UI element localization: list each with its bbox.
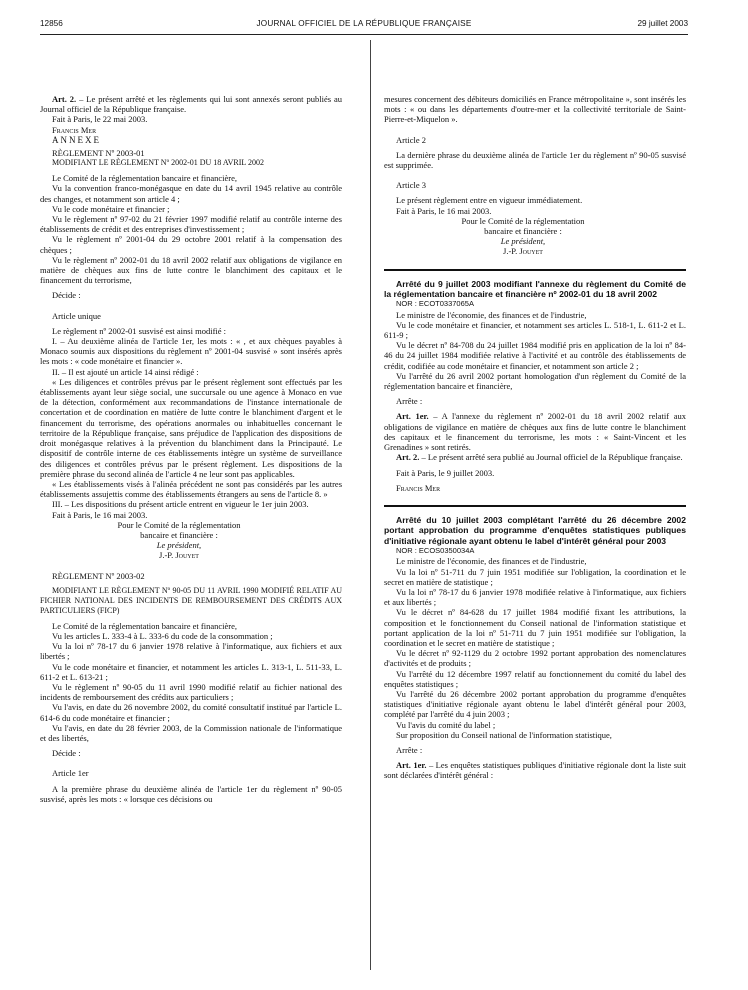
arrete1-art2 <box>384 452 686 462</box>
paragraph: Le ministre de l'économie, des finances et de l'industrie, <box>396 309 587 320</box>
signature-name: J.-P. Jouyet <box>159 550 199 561</box>
art2-paragraph <box>40 94 342 114</box>
paragraph: Vu l'avis, en date du 28 février 2003, de la Commission nationale de l'informatique et des libertés, <box>40 722 342 743</box>
paragraph: Vu le règlement nº 97-02 du 21 février 1997 modifié relatif au contrôle interne des établissements de crédit et des entreprises d'investissement ; <box>40 214 342 235</box>
left-column <box>40 94 342 804</box>
article-1-heading: Article 1er <box>52 768 89 779</box>
paragraph: Vu l'avis, en date du 26 novembre 2002, du comité consultatif institué par l'article L. 614-6 du code monétaire et financier ; <box>40 702 342 723</box>
paragraph: Vu la loi nº 78-17 du 6 janvier 1978 modifiée relative à l'informatique, aux fichiers et aux libertés ; <box>384 586 686 608</box>
spacer <box>40 301 342 311</box>
spacer <box>40 561 342 571</box>
reg1-body <box>40 326 342 510</box>
paragraph: Vu la loi nº 78-17 du 6 janvier 1978 relative à l'informatique, aux fichiers et aux libertés ; <box>40 641 342 662</box>
article-unique-heading: Article unique <box>52 310 101 321</box>
paragraph: Vu le décret nº 92-1129 du 2 octobre 1992 portant approbation des nomenclatures d'activités et de produits ; <box>384 648 686 669</box>
arrete1-considerants <box>384 310 686 392</box>
paragraph: Vu le code monétaire et financier ; <box>52 203 170 214</box>
column-separator <box>370 40 371 970</box>
arrete2-considerants <box>384 556 686 740</box>
signer: Francis Mer <box>52 124 97 135</box>
art-text: – Les enquêtes statistiques publiques d'initiative régionale dont la liste suit sont déclarées d'intérêt général : <box>384 760 686 781</box>
art-label: Art. 2. <box>396 452 420 463</box>
paragraph: A la première phrase du deuxième alinéa de l'article 1er du règlement nº 90-05 susvisé, après les mots : « lorsque ces décisions ou <box>40 783 342 804</box>
signature-line: Pour le Comité de la réglementation <box>461 215 585 226</box>
paragraph: « Les diligences et contrôles prévus par le présent règlement sont effectués par les établissements ayant leur siège social, une succursale ou une agence à Monaco en vue de la détection, conformément aux recommandations de l'instance internationale de concertation et de coordination en matière de lutte contre le blanchiment d'argent et le financement du terrorisme, des opérations anormales ou inhabituelles concernant le territoire de la République française, sans préjudice de l'application des dispositions de droit monégasque relatives à la prévention du blanchiment dans la Principauté. Le dispositif de contrôle interne de ces établissements intègre un système de surveillance des diligences et contrôles prévus par le présent règlement. Les dispositions de la première phrase du second alinéa de l'article 4 ne leur sont pas applicables. <box>40 376 342 479</box>
arrete2-title: Arrêté du 10 juillet 2003 complétant l'arrêté du 26 décembre 2002 portant approbation du programme d'enquêtes statistiques publiques d'initiative régionale ayant obtenu le label d'intérêt général pour 2003 <box>384 514 686 546</box>
paragraph: Vu le règlement nº 2002-01 du 18 avril 2002 relatif aux obligations de vigilance en matière de chèques aux fins de lutte contre le blanchiment des capitaux et le financement du terrorisme, <box>40 254 342 286</box>
paragraph: Vu le code monétaire et financier, et notamment ses articles L. 518-1, L. 611-2 et L. 611-9 ; <box>384 319 686 341</box>
signature-role: Le président, <box>156 540 202 551</box>
fait-line: Fait à Paris, le 9 juillet 2003. <box>396 467 495 478</box>
signature-block <box>384 216 686 257</box>
paragraph: Vu le décret nº 84-708 du 24 juillet 1984 modifié pris en application de la loi nº 84-46 du 24 juillet 1984 modifiée relative à l'activité et au contrôle des établissements de crédit, codifiée au code monétaire et financier, et notamment son article 2 ; <box>384 340 686 371</box>
article-2-heading: Article 2 <box>396 134 426 145</box>
paragraph: III. – Les dispositions du présent article entrent en vigueur le 1er juin 2003. <box>52 499 309 510</box>
paragraph: Le Comité de la réglementation bancaire et financière, <box>52 620 238 631</box>
arrete-heading: Arrête : <box>396 744 423 755</box>
art-text: – Le présent arrêté sera publié au Journal officiel de la République française. <box>419 452 683 463</box>
arrete2-nor: NOR : ECOS0350034A <box>396 546 475 556</box>
spacer <box>40 758 342 768</box>
paragraph: Vu les articles L. 333-4 à L. 333-6 du code de la consommation ; <box>52 630 273 641</box>
paragraph: « Les établissements visés à l'alinéa précédent ne sont pas considérés par les autres établissements assujettis comme des établissements étrangers au sens de l'article 8. » <box>40 478 342 500</box>
signature-line: bancaire et financière : <box>140 529 218 540</box>
arrete2-art1 <box>384 760 686 780</box>
paragraph: Vu l'arrêté du 12 décembre 1997 relatif au fonctionnement du comité du label des enquêtes statistiques ; <box>384 668 686 689</box>
right-column <box>384 94 686 781</box>
signature-line: bancaire et financière : <box>484 226 562 237</box>
annexe-heading: ANNEXE <box>52 134 101 145</box>
spacer <box>384 170 686 180</box>
header-rule <box>40 34 688 35</box>
reg1-considerants <box>40 173 342 285</box>
reg1-subtitle: MODIFIANT LE RÈGLEMENT Nº 2002-01 DU 18 AVRIL 2002 <box>52 158 264 168</box>
decide-heading: Décide : <box>52 748 81 759</box>
arrete1-nor: NOR : ECOT0337065A <box>396 299 474 309</box>
signature-role: Le président, <box>500 236 546 247</box>
paragraph: Le ministre de l'économie, des finances et de l'industrie, <box>396 556 587 567</box>
paragraph: Vu le règlement nº 2001-04 du 29 octobre 2001 relatif à la compensation des chèques ; <box>40 234 342 255</box>
article-3-heading: Article 3 <box>396 180 426 191</box>
fait-line: Fait à Paris, le 16 mai 2003. <box>396 205 492 216</box>
art2-text: – Le présent arrêté et les règlements qui lui sont annexés seront publiés au Journal officiel de la République française. <box>40 94 342 115</box>
reg2-subtitle: MODIFIANT LE RÈGLEMENT Nº 90-05 DU 11 AVRIL 1990 MODIFIÉ RELATIF AU FICHIER NATIONAL DES INCIDENTS DE REMBOURSEMENT DES CRÉDITS AUX PARTICULIERS (FICP) <box>40 585 342 615</box>
paragraph: Le Comité de la réglementation bancaire et financière, <box>52 173 238 184</box>
paragraph: Vu le code monétaire et financier, et notamment les articles L. 313-1, L. 511-33, L. 611-2 et L. 613-21 ; <box>40 661 342 682</box>
paragraph: I. – Au deuxième alinéa de l'article 1er, les mots : « , et aux chèques payables à Monaco soumis aux dispositions du règlement nº 2001-04 susvisé » sont insérés après les mots : « code monétaire et financier ». <box>40 336 342 367</box>
paragraph: Vu le décret nº 84-628 du 17 juillet 1984 modifié fixant les attributions, la composition et le fonctionnement du Conseil national de l'information statistique et portant application de la loi nº 51-711 du 7 juin 1951 modifiée sur l'obligation, la coordination et le secret en matière de statistique ; <box>384 607 686 648</box>
paragraph: La dernière phrase du deuxième alinéa de l'article 1er du règlement nº 90-05 susvisé est supprimée. <box>384 149 686 171</box>
arrete-heading: Arrête : <box>396 396 423 407</box>
section-rule <box>384 269 686 271</box>
paragraph: Sur proposition du Conseil national de l'information statistique, <box>396 729 612 740</box>
paragraph: Vu l'arrêté du 26 décembre 2002 portant approbation du programme d'enquêtes statistiques d'initiative régionale ayant obtenu le label d'intérêt général pour 2003, complété par l'arrêté du 4 juin 2003 ; <box>384 688 686 720</box>
fait-line: Fait à Paris, le 16 mai 2003. <box>52 509 148 520</box>
signature-line: Pour le Comité de la réglementation <box>117 519 241 530</box>
paragraph: Vu l'avis du comité du label ; <box>396 719 496 730</box>
paragraph: Vu l'arrêté du 26 avril 2002 portant homologation d'un règlement du Comité de la réglementation bancaire et financière, <box>384 370 686 392</box>
fait-line: Fait à Paris, le 22 mai 2003. <box>52 114 148 125</box>
reg2-title: RÈGLEMENT Nº 2003-02 <box>52 570 145 581</box>
page-header <box>40 19 688 33</box>
paragraph: Vu la convention franco-monégasque en date du 14 avril 1945 relative au contrôle des changes, et notamment son article 4 ; <box>40 183 342 204</box>
paragraph: Vu le règlement nº 90-05 du 11 avril 1990 modifié relatif au fichier national des incidents de remboursement des crédits aux particuliers ; <box>40 681 342 703</box>
signature-name: J.-P. Jouyet <box>503 246 543 257</box>
section-rule <box>384 505 686 507</box>
page-number: 12856 <box>40 19 63 28</box>
art-label: Art. 1er. <box>396 760 427 771</box>
paragraph: Vu la loi nº 51-711 du 7 juin 1951 modifiée sur l'obligation, la coordination et le secret en matière de statistique ; <box>384 566 686 587</box>
decide-heading: Décide : <box>52 290 81 301</box>
signature-block <box>40 520 342 561</box>
arrete1-art1 <box>384 411 686 452</box>
paragraph: Le règlement nº 2002-01 susvisé est ainsi modifié : <box>52 325 227 336</box>
spacer <box>384 125 686 135</box>
reg2-considerants <box>40 621 342 743</box>
art-label: Art. 1er. <box>396 411 429 422</box>
art-text: – A l'annexe du règlement nº 2002-01 du 18 avril 2002 relatif aux obligations de vigilance en matière de chèques aux fins de lutte contre le blanchiment des capitaux et le financement du terrorisme, les mots : « Saint-Vincent et les Grenadines » sont retirés. <box>384 411 686 453</box>
art2-label: Art. 2. <box>52 94 77 104</box>
signer: Francis Mer <box>396 482 441 493</box>
arrete1-title: Arrêté du 9 juillet 2003 modifiant l'annexe du règlement du Comité de la réglementation bancaire et financière nº 2002-01 du 18 avril 2002 <box>384 278 686 300</box>
journal-title: JOURNAL OFFICIEL DE LA RÉPUBLIQUE FRANÇAISE <box>256 19 472 28</box>
paragraph: mesures concernent des débiteurs domiciliés en France métropolitaine », sont insérés les mots : « ou dans les départements d'outre-mer et la collectivité territoriale de Saint-Pierre-et-Miquelon ». <box>384 94 686 125</box>
issue-date: 29 juillet 2003 <box>637 19 688 28</box>
paragraph: II. – Il est ajouté un article 14 ainsi rédigé : <box>52 366 199 377</box>
reg1-title: RÈGLEMENT Nº 2003-01 <box>52 148 145 159</box>
paragraph: Le présent règlement entre en vigueur immédiatement. <box>396 195 583 206</box>
